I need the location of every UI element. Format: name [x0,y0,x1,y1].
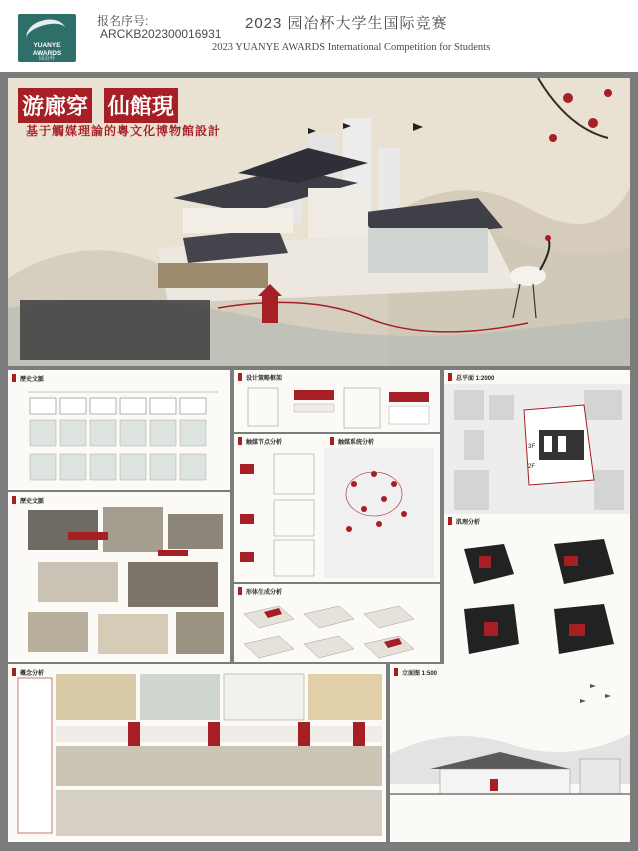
section-title-form: 形体生成分析 [246,590,283,596]
history-timeline-graphic [8,370,230,490]
section-title-catalyst-system: 触媒系统分析 [338,440,375,446]
history-photos-panel [8,492,230,662]
competition-header [0,0,638,72]
section-title-texture: 肌理分析 [456,520,481,526]
hero-subtitle: 基于觸媒理論的粵文化博物館設計 [26,124,222,138]
site-plan-drawing [444,370,630,530]
texture-analysis-panel [444,514,630,674]
section-title-history2: 歷史文脈 [20,499,45,505]
hero-rendering [8,78,630,366]
section-title-design-frame: 设计策略框架 [246,376,283,382]
form-generation-diagrams [234,584,440,662]
design-frame-panel [234,370,440,432]
section-title-site-plan: 总平面 1:2000 [456,376,495,382]
history-collage [8,492,230,662]
section-title-concept: 概念分析 [20,671,45,677]
elevation-drawing [390,664,630,842]
site-plan-panel [444,370,630,530]
texture-diagrams [444,514,630,674]
yuanye-awards-logo [18,14,76,62]
logo-subtext: 园冶杯 [38,56,56,62]
floor-label-2f: 2F [528,464,536,470]
catalyst-panel [234,434,440,582]
concept-panel [8,664,386,842]
history-panel [8,370,230,490]
form-generation-panel [234,584,440,662]
logo-text: YUANYE AWARDS [32,42,62,57]
section-title-history: 歷史文脈 [20,377,45,383]
project-description-box [20,300,210,360]
registration-label: 报名序号: [97,14,149,28]
section-title-catalyst-node: 触媒节点分析 [246,440,283,446]
elevation-panel [390,664,630,842]
hero-title-word-2: 仙館現 [104,88,178,123]
hero-title [18,88,182,123]
design-framework-diagram [234,370,440,432]
registration-number: ARCKB202300016931 [100,27,222,41]
floor-label-3f: 3F [528,444,536,450]
catalyst-diagrams [234,434,440,582]
competition-title-cn: 2023 园冶杯大学生国际竞赛 [245,15,448,32]
hero-title-word-1: 游廊穿 [18,88,92,123]
competition-title-en: 2023 YUANYE AWARDS International Competition for Students [212,42,491,53]
section-title-elevation: 立面图 1:500 [402,671,438,677]
concept-diagrams [8,664,386,842]
